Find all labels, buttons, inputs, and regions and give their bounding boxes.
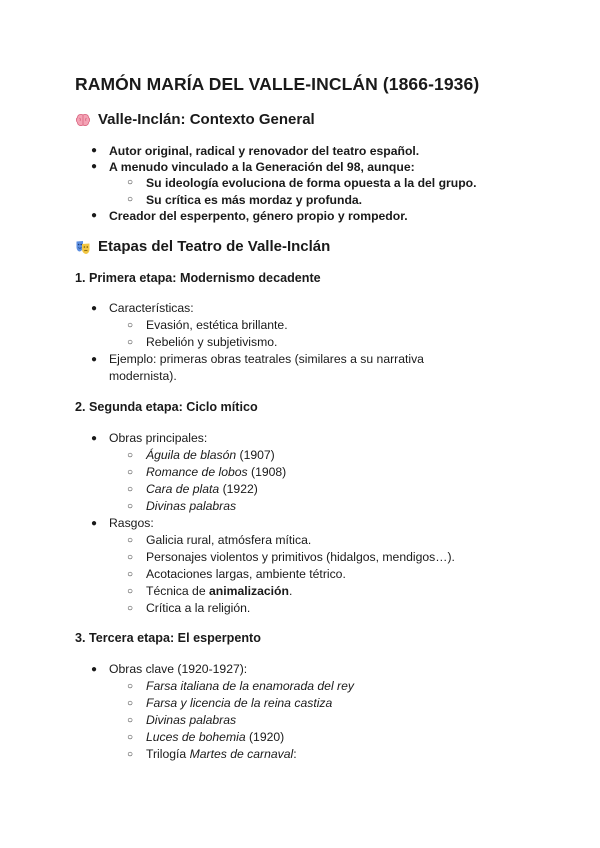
technique-term: animalización xyxy=(209,584,289,598)
bullet-disc: ● xyxy=(91,664,98,675)
list-item: Acotaciones largas, ambiente tétrico. xyxy=(146,567,346,581)
stage-heading-1: 1. Primera etapa: Modernismo decadente xyxy=(75,271,321,285)
bullet-circle: ○ xyxy=(127,749,134,760)
work-title: Romance de lobos xyxy=(146,465,248,479)
list-item: Rebelión y subjetivismo. xyxy=(146,335,278,349)
bullet-circle: ○ xyxy=(127,177,134,188)
work-item xyxy=(146,498,236,515)
work-year: (1922) xyxy=(222,482,258,496)
bullet-circle: ○ xyxy=(127,681,134,692)
bullet-disc: ● xyxy=(91,303,98,314)
bullet-circle: ○ xyxy=(127,715,134,726)
bullet-disc: ● xyxy=(91,210,98,221)
bullet-disc: ● xyxy=(91,145,98,156)
work-item xyxy=(146,729,284,746)
bullet-circle: ○ xyxy=(127,467,134,478)
list-item: A menudo vinculado a la Generación del 98, aunque: xyxy=(109,160,415,174)
list-item: Su crítica es más mordaz y profunda. xyxy=(146,193,363,207)
list-item: Obras clave (1920-1927): xyxy=(109,662,248,676)
bullet-disc: ● xyxy=(91,433,98,444)
bullet-circle: ○ xyxy=(127,552,134,563)
list-item: Evasión, estética brillante. xyxy=(146,318,288,332)
brain-icon xyxy=(75,112,91,128)
section-heading-context xyxy=(75,111,315,128)
stage-heading-2: 2. Segunda etapa: Ciclo mítico xyxy=(75,400,258,414)
work-item xyxy=(146,464,286,481)
bullet-circle: ○ xyxy=(127,484,134,495)
work-title: Águila de blasón xyxy=(146,448,237,462)
work-year: (1908) xyxy=(251,465,287,479)
work-item xyxy=(146,746,297,763)
page-title: RAMÓN MARÍA DEL VALLE-INCLÁN (1866-1936) xyxy=(75,74,480,94)
work-item xyxy=(146,712,236,729)
trilogy-title: Martes de carnaval xyxy=(189,747,294,761)
theater-masks-icon xyxy=(75,239,91,255)
list-item: Su ideología evoluciona de forma opuesta a la del grupo. xyxy=(146,176,477,190)
stage-heading-3: 3. Tercera etapa: El esperpento xyxy=(75,631,261,645)
section-heading-stages xyxy=(75,238,330,255)
work-item xyxy=(146,447,275,464)
list-item-continuation: modernista). xyxy=(109,369,177,383)
work-title: Cara de plata xyxy=(146,482,220,496)
list-item: Ejemplo: primeras obras teatrales (similares a su narrativa xyxy=(109,352,424,366)
work-year: (1920) xyxy=(249,730,285,744)
bullet-circle: ○ xyxy=(127,535,134,546)
work-title: Farsa y licencia de la reina castiza xyxy=(146,696,333,710)
list-item: Autor original, radical y renovador del teatro español. xyxy=(109,144,420,158)
work-title: Divinas palabras xyxy=(146,713,237,727)
technique-suffix: . xyxy=(288,584,293,598)
bullet-circle: ○ xyxy=(127,337,134,348)
work-item xyxy=(146,481,258,498)
bullet-circle: ○ xyxy=(127,450,134,461)
bullet-circle: ○ xyxy=(127,569,134,580)
list-item: Personajes violentos y primitivos (hidalgos, mendigos…). xyxy=(146,550,455,564)
list-item: Galicia rural, atmósfera mítica. xyxy=(146,533,312,547)
technique-prefix: Técnica de xyxy=(146,584,210,598)
list-item: Características: xyxy=(109,301,194,315)
list-item: Obras principales: xyxy=(109,431,208,445)
bullet-circle: ○ xyxy=(127,698,134,709)
list-item: Creador del esperpento, género propio y rompedor. xyxy=(109,209,408,223)
list-item: Crítica a la religión. xyxy=(146,601,251,615)
work-title: Divinas palabras xyxy=(146,499,237,513)
work-item xyxy=(146,695,332,712)
work-title: Farsa italiana de la enamorada del rey xyxy=(146,679,354,693)
work-year: (1907) xyxy=(239,448,275,462)
section-heading-text: Etapas del Teatro de Valle-Inclán xyxy=(98,238,331,255)
bullet-disc: ● xyxy=(91,161,98,172)
bullet-circle: ○ xyxy=(127,501,134,512)
list-item xyxy=(146,583,292,600)
section-heading-text: Valle-Inclán: Contexto General xyxy=(98,111,315,128)
list-item: Rasgos: xyxy=(109,516,154,530)
trilogy-prefix: Trilogía xyxy=(146,747,190,761)
work-item xyxy=(146,678,354,695)
bullet-circle: ○ xyxy=(127,732,134,743)
bullet-circle: ○ xyxy=(127,603,134,614)
work-title: Luces de bohemia xyxy=(146,730,246,744)
bullet-disc: ● xyxy=(91,354,98,365)
bullet-disc: ● xyxy=(91,518,98,529)
bullet-circle: ○ xyxy=(127,320,134,331)
bullet-circle: ○ xyxy=(127,194,134,205)
bullet-circle: ○ xyxy=(127,586,134,597)
trilogy-suffix: : xyxy=(293,747,297,761)
